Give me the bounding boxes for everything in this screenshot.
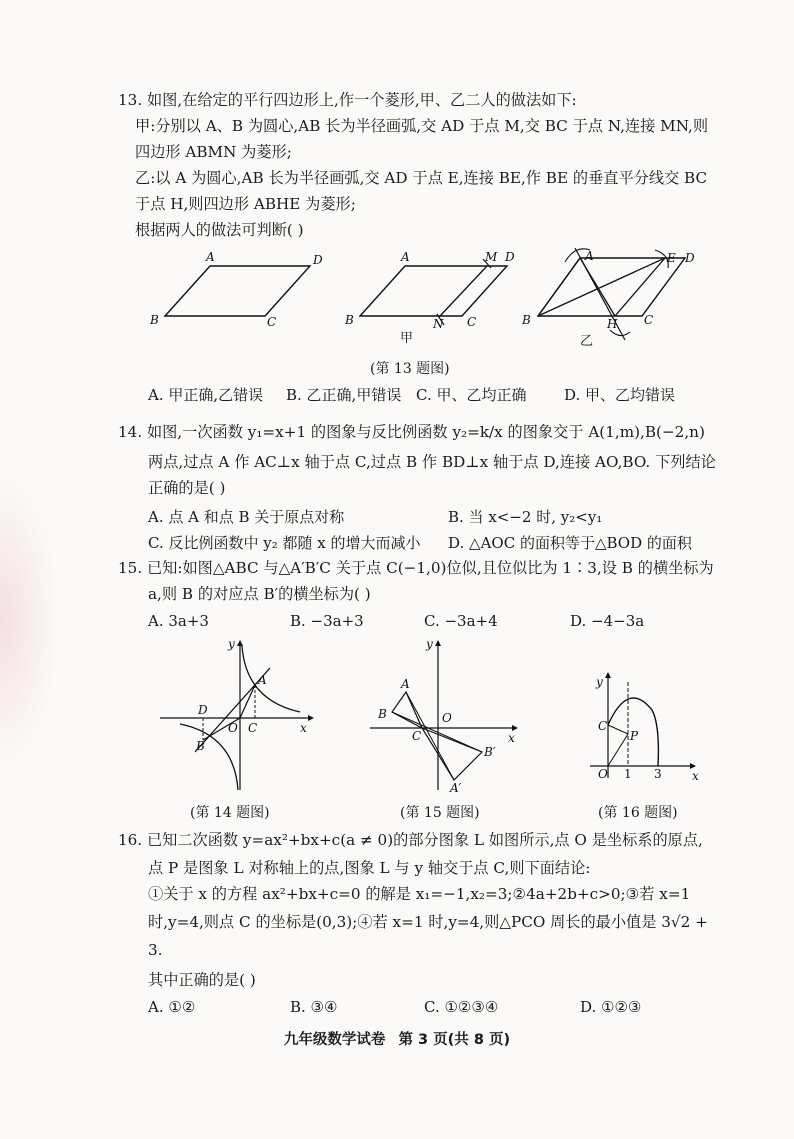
svg-text:x: x xyxy=(508,731,515,745)
svg-text:D: D xyxy=(505,250,515,264)
q13-caption: (第 13 题图) xyxy=(370,361,450,377)
q16-option-d: D. ①②③ xyxy=(580,998,642,1016)
q16-line5: 3. xyxy=(148,941,163,959)
svg-text:C: C xyxy=(267,315,277,329)
q14-figure xyxy=(160,637,320,800)
svg-text:3: 3 xyxy=(654,767,662,781)
svg-text:y: y xyxy=(596,675,603,689)
q15-option-b: B. −3a+3 xyxy=(290,612,364,630)
q13-line4: 乙:以 A 为圆心,AB 长为半径画弧,交 AD 于点 E,连接 BE,作 BE 的垂直平分线交 BC xyxy=(135,169,708,187)
q16-line2: 点 P 是图象 L 对称轴上的点,图象 L 与 y 轴交于点 C,则下面结论: xyxy=(148,859,591,877)
q16-option-b: B. ③④ xyxy=(290,998,338,1016)
page-footer xyxy=(0,1028,794,1049)
svg-text:D: D xyxy=(198,703,208,717)
jia-label: 甲 xyxy=(400,331,414,346)
q13-option-d: D. 甲、乙均错误 xyxy=(564,386,676,404)
q13-line1: 13. 如图,在给定的平行四边形上,作一个菱形,甲、乙二人的做法如下: xyxy=(118,91,577,109)
q16-line3: ①关于 x 的方程 ax²+bx+c=0 的解是 x₁=−1,x₂=3;②4a+2b+c>0;③若 x=1 xyxy=(148,885,691,903)
svg-text:C: C xyxy=(598,719,608,733)
svg-text:E: E xyxy=(667,251,676,265)
q15-line1: 15. 已知:如图△ABC 与△A′B′C 关于点 C(−1,0)位似,且位似比为 1∶3,设 B 的横坐标为 xyxy=(118,559,714,577)
svg-text:B: B xyxy=(345,313,354,327)
q14-line1: 14. 如图,一次函数 y₁=x+1 的图象与反比例函数 y₂=k/x 的图象交于 A(1,m),B(−2,n) xyxy=(118,423,705,441)
q14-option-b: B. 当 x<−2 时, y₂<y₁ xyxy=(448,508,603,526)
q16-option-a: A. ①② xyxy=(148,998,196,1016)
svg-text:y: y xyxy=(426,637,433,651)
q15-line2: a,则 B 的对应点 B′的横坐标为( ) xyxy=(148,585,371,603)
svg-text:x: x xyxy=(300,721,307,735)
svg-text:1: 1 xyxy=(624,767,632,781)
q14-caption: (第 14 题图) xyxy=(190,805,270,821)
paper-stain xyxy=(0,470,60,770)
q16-caption: (第 16 题图) xyxy=(598,805,678,821)
q13-option-a: A. 甲正确,乙错误 xyxy=(148,386,264,404)
svg-text:B: B xyxy=(196,739,205,753)
svg-text:y: y xyxy=(228,637,235,651)
svg-text:A: A xyxy=(401,677,410,691)
svg-text:A: A xyxy=(401,250,410,264)
q16-option-c: C. ①②③④ xyxy=(424,998,499,1016)
q15-option-d: D. −4−3a xyxy=(570,612,645,630)
q13-line5: 于点 H,则四边形 ABHE 为菱形; xyxy=(135,195,356,213)
yi-label: 乙 xyxy=(580,334,594,349)
q14-line3: 正确的是( ) xyxy=(148,479,226,497)
q14-line2: 两点,过点 A 作 AC⊥x 轴于点 C,过点 B 作 BD⊥x 轴于点 D,连接 AO,BO. 下列结论 xyxy=(148,453,716,471)
q16-line6: 其中正确的是( ) xyxy=(148,971,256,989)
svg-text:C: C xyxy=(412,729,422,743)
svg-text:D: D xyxy=(685,251,695,265)
svg-text:C: C xyxy=(248,721,258,735)
q16-line1: 16. 已知二次函数 y=ax²+bx+c(a ≠ 0)的部分图象 L 如图所示,点 O 是坐标系的原点, xyxy=(118,831,703,849)
svg-text:C: C xyxy=(467,315,477,329)
svg-text:A: A xyxy=(258,673,267,687)
q13-option-b: B. 乙正确,甲错误 xyxy=(286,386,402,404)
q15-option-c: C. −3a+4 xyxy=(424,612,498,630)
q16-figure xyxy=(590,670,710,800)
q13-figure-parallelogram xyxy=(150,250,330,330)
svg-text:M: M xyxy=(485,250,498,264)
footer-grade: 九年级数学试卷 xyxy=(283,1032,386,1048)
svg-text:A: A xyxy=(585,249,594,263)
svg-text:C: C xyxy=(644,313,654,327)
q14-option-c: C. 反比例函数中 y₂ 都随 x 的增大而减小 xyxy=(148,534,421,552)
svg-text:N: N xyxy=(433,317,444,331)
svg-text:D: D xyxy=(313,253,323,267)
q13-figure-yi xyxy=(520,240,700,350)
svg-text:O: O xyxy=(598,767,608,781)
svg-text:x: x xyxy=(692,769,699,783)
svg-text:A′: A′ xyxy=(450,781,462,795)
q13-line6: 根据两人的做法可判断( ) xyxy=(135,221,304,239)
svg-text:H: H xyxy=(607,317,618,331)
q15-figure xyxy=(370,637,530,800)
svg-text:A: A xyxy=(206,250,215,264)
svg-text:P: P xyxy=(630,729,639,743)
q13-line3: 四边形 ABMN 为菱形; xyxy=(135,143,292,161)
svg-text:B: B xyxy=(150,313,159,327)
q13-option-c: C. 甲、乙均正确 xyxy=(416,386,527,404)
q14-option-a: A. 点 A 和点 B 关于原点对称 xyxy=(148,508,345,526)
svg-text:B′: B′ xyxy=(484,745,496,759)
svg-text:O: O xyxy=(228,721,238,735)
q15-caption: (第 15 题图) xyxy=(400,805,480,821)
q14-option-d: D. △AOC 的面积等于△BOD 的面积 xyxy=(448,534,692,552)
svg-text:B: B xyxy=(378,707,387,721)
q13-figure-jia xyxy=(345,250,525,345)
svg-text:O: O xyxy=(442,711,452,725)
q16-line4: 时,y=4,则点 C 的坐标是(0,3);④若 x=1 时,y=4,则△PCO 周长的最小值是 3√2 + xyxy=(148,913,708,931)
q13-line2: 甲:分别以 A、B 为圆心,AB 长为半径画弧,交 AD 于点 M,交 BC 于点 N,连接 MN,则 xyxy=(135,117,709,135)
footer-page: 第 3 页(共 8 页) xyxy=(398,1032,511,1048)
q15-option-a: A. 3a+3 xyxy=(148,612,209,630)
svg-text:B: B xyxy=(522,313,531,327)
